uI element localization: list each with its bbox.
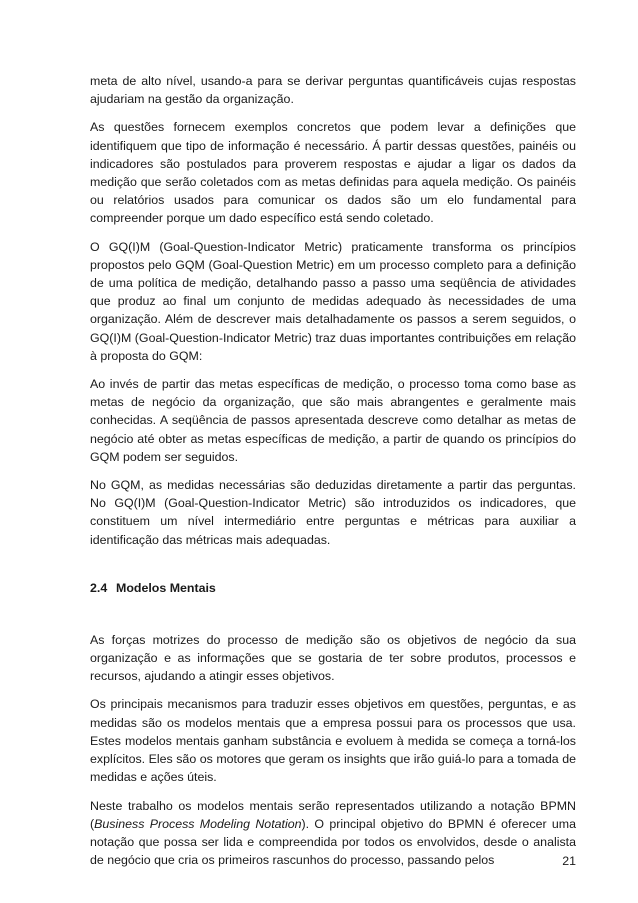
section-number: 2.4 — [90, 580, 108, 595]
paragraph-meta-alto-nivel: meta de alto nível, usando-a para se derivar perguntas quantificáveis cujas respostas ajudariam na gestão da organização. — [90, 74, 576, 107]
bpmn-italic-term: Business Process Modeling Notation — [94, 816, 302, 831]
bpmn-text-after: ). O principal objetivo do BPMN é oferecer uma notação que possa ser lida e compreendida por todos os envolvidos, desde o analista de negócio que cria os primeiros rascunhos do processo, passando pelos — [90, 816, 576, 868]
section-title: Modelos Mentais — [116, 580, 216, 595]
section-heading — [90, 579, 576, 597]
page-number: 21 — [562, 854, 576, 868]
paragraph-questoes: As questões fornecem exemplos concretos que podem levar a definições que identifiquem que tipo de informação é necessário. Á partir dessas questões, painéis ou indicadores são postulados para proverem respostas e ajudar a ligar os dados da medição que serão coletados com as metas definidas para aquela medição. Os painéis ou relatórios usados para comunicar os dados são um elo fundamental para compreender porque um dado específico está sendo coletado. — [90, 120, 576, 226]
bpmn-text-before: Neste trabalho os modelos mentais serão representados utilizando a notação BPMN ( — [90, 798, 576, 831]
page-body — [90, 72, 576, 879]
paragraph-bpmn — [90, 797, 576, 870]
paragraph-forcas-motrizes: As forças motrizes do processo de medição são os objetivos de negócio da sua organização e as informações que se gostaria de ter sobre produtos, processos e recursos, ajudando a atingir esses objetivos. — [90, 632, 576, 684]
paragraph-gqm-medidas: No GQM, as medidas necessárias são deduzidas diretamente a partir das perguntas. No GQ(I)M (Goal-Question-Indicator Metric) são introduzidos os indicadores, que constituem um nível intermediário entre perguntas e métricas para auxiliar a identificação das métricas mais adequadas. — [90, 478, 576, 547]
paragraph-metas-negocio: Ao invés de partir das metas específicas de medição, o processo toma como base as metas de negócio da organização, que são mais abrangentes e geralmente mais conhecidas. A seqüência de passos apresentada descreve como detalhar as metas de negócio até obter as metas específicas de medição, a partir de quando os princípios do GQM podem ser seguidos. — [90, 377, 576, 464]
paragraph-mecanismos: Os principais mecanismos para traduzir esses objetivos em questões, perguntas, e as medidas são os modelos mentais que a empresa possui para os processos que usa. Estes modelos mentais ganham substância e evoluem à medida se começa a torná-los explícitos. Eles são os motores que geram os insights que irão guiá-lo para a tomada de medidas e ações úteis. — [90, 697, 576, 785]
paragraph-gqim-intro: O GQ(I)M (Goal-Question-Indicator Metric) praticamente transforma os princípios propostos pelo GQM (Goal-Question Metric) em um processo completo para a definição de uma política de medição, detalhando passo a passo uma seqüência de atividades que produz ao final um conjunto de medidas adequado às necessidades de uma organização. Além de descrever mais detalhadamente os passos a serem seguidos, o GQ(I)M (Goal-Question-Indicator Metric) traz duas importantes contribuições em relação à proposta do GQM: — [90, 239, 576, 363]
